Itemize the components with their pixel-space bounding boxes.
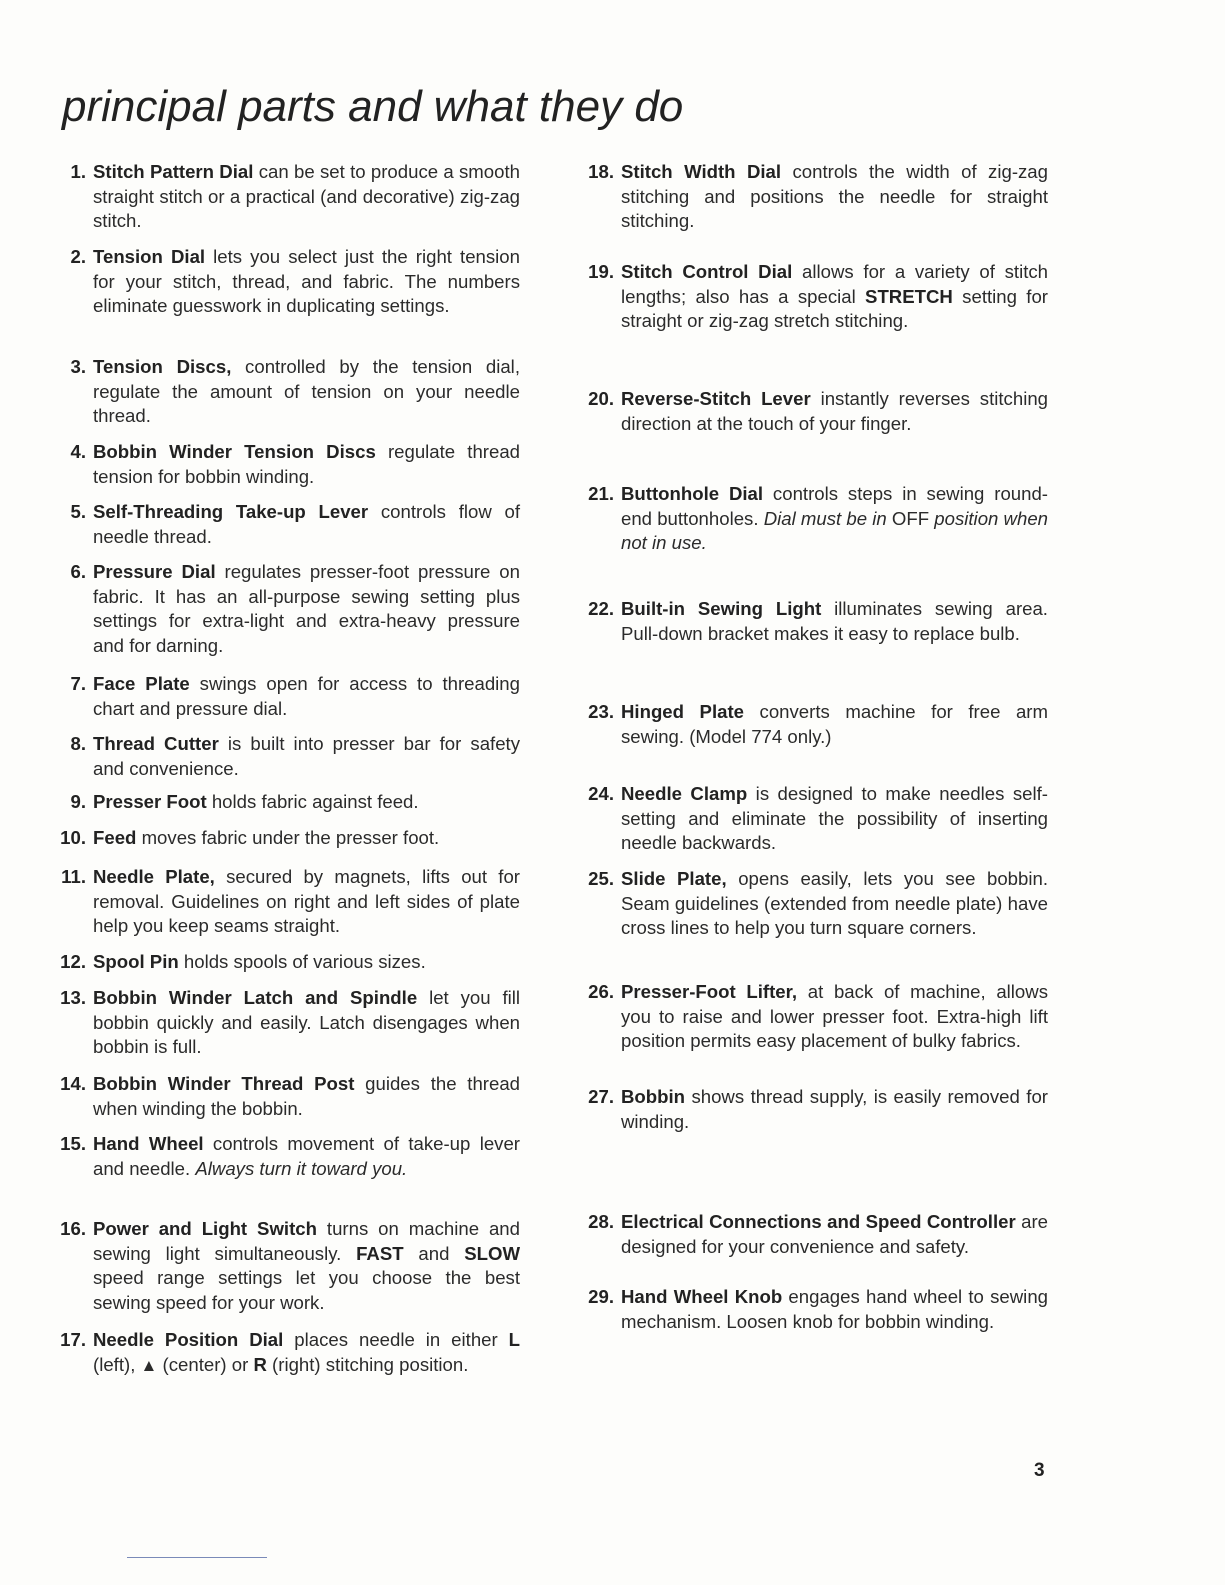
list-item [50, 986, 520, 1060]
list-item [50, 245, 520, 319]
description-text: allows for a variety of stitch lengths; also has a special [621, 261, 1048, 307]
item-number: 16. [60, 1218, 86, 1239]
list-item [578, 700, 1048, 749]
item-description [621, 980, 1048, 1054]
part-name: Thread Cutter [93, 733, 219, 754]
description-text: controls flow of needle thread. [93, 501, 520, 547]
item-number: 14. [60, 1073, 86, 1094]
item-description [93, 732, 520, 781]
description-text: converts machine for free arm sewing. (Model 774 only.) [621, 701, 1048, 747]
page-number: 3 [1034, 1460, 1045, 1481]
part-name: Tension Discs, [93, 356, 232, 377]
item-number: 10. [60, 827, 86, 848]
item-number: 8. [70, 733, 86, 754]
item-number: 3. [70, 356, 86, 377]
bold-setting-label: SLOW [464, 1242, 520, 1264]
part-name: Built-in Sewing Light [621, 598, 822, 619]
part-name: Hinged Plate [621, 701, 744, 722]
part-name: Reverse-Stitch Lever [621, 388, 811, 409]
description-text: at back of machine, allows you to raise and lower presser foot. Extra-high lift position permits easy placement of bulky fabrics. [621, 981, 1048, 1051]
description-text: holds spools of various sizes. [178, 951, 426, 972]
center-position-icon: ▲ [140, 1355, 158, 1375]
list-item [50, 440, 520, 489]
item-number: 28. [588, 1211, 614, 1232]
part-name: Hand Wheel Knob [621, 1286, 783, 1307]
description-text: controlled by the tension dial, regulate the amount of tension on your needle thread. [93, 356, 520, 426]
list-item [578, 1285, 1048, 1334]
item-description [93, 1132, 520, 1181]
description-text: setting for straight or zig-zag stretch stitching. [621, 285, 1048, 331]
item-number: 29. [588, 1286, 614, 1307]
item-description [621, 597, 1048, 646]
item-number: 4. [70, 441, 86, 462]
part-name: Slide Plate, [621, 868, 727, 889]
part-name: Bobbin Winder Thread Post [93, 1073, 355, 1094]
item-description [93, 1072, 520, 1121]
item-number: 5. [70, 501, 86, 522]
description-text: controls the width of zig-zag stitching and positions the needle for straight stitching. [621, 161, 1048, 231]
footer-rule [127, 1557, 267, 1558]
item-number: 13. [60, 987, 86, 1008]
item-description [93, 560, 520, 658]
emphasis-text: position when not in use. [621, 507, 1049, 553]
list-item [50, 560, 520, 658]
description-text: secured by magnets, lifts out for removal. Guidelines on right and left sides of plate help you keep seams straight. [93, 866, 520, 936]
item-description [93, 1217, 520, 1315]
list-item [50, 160, 520, 234]
part-name: Self-Threading Take-up Lever [93, 501, 369, 522]
bold-setting-label: L [508, 1329, 521, 1350]
description-text: regulate thread tension for bobbin winding. [93, 441, 521, 487]
item-description [621, 1085, 1048, 1134]
list-item [578, 482, 1048, 556]
list-item [578, 1210, 1048, 1259]
item-description [621, 782, 1048, 856]
item-number: 20. [588, 388, 614, 409]
list-item [50, 732, 520, 781]
description-text: OFF [886, 507, 935, 529]
item-description [93, 500, 520, 549]
list-item [578, 160, 1048, 234]
item-description [93, 826, 520, 851]
item-description [93, 672, 520, 721]
description-text: illuminates sewing area. Pull-down bracket makes it easy to replace bulb. [621, 598, 1048, 644]
part-name: Tension Dial [93, 246, 206, 267]
item-number: 27. [588, 1086, 614, 1107]
list-item [578, 980, 1048, 1054]
item-description [621, 260, 1048, 334]
list-item [50, 1072, 520, 1121]
description-text: opens easily, lets you see bobbin. Seam guidelines (extended from needle plate) have cross lines to help you turn square corners. [621, 868, 1048, 938]
part-name: Presser Foot [93, 791, 207, 812]
list-item [50, 1328, 520, 1378]
item-description [93, 245, 520, 319]
part-name: Power and Light Switch [93, 1218, 317, 1239]
item-description [93, 950, 520, 975]
description-text: is built into presser bar for safety and convenience. [93, 733, 521, 779]
bold-setting-label: STRETCH [865, 285, 953, 307]
item-description [621, 1210, 1048, 1259]
description-text: are designed for your convenience and safety. [621, 1211, 1048, 1257]
item-description [93, 440, 520, 489]
part-name: Needle Clamp [621, 783, 748, 804]
item-description [93, 986, 520, 1060]
description-text: controls steps in sewing round-end buttonholes. [621, 483, 1049, 529]
item-description [621, 387, 1048, 436]
part-name: Face Plate [93, 673, 190, 694]
item-description [621, 482, 1048, 556]
item-number: 22. [588, 598, 614, 619]
part-name: Stitch Width Dial [621, 161, 782, 182]
item-description [621, 1285, 1048, 1334]
description-text: turns on machine and sewing light simultaneously. [93, 1218, 520, 1264]
item-number: 23. [588, 701, 614, 722]
part-name: Hand Wheel [93, 1133, 204, 1154]
list-item [578, 1085, 1048, 1134]
part-name: Bobbin [621, 1086, 686, 1107]
list-item [50, 1132, 520, 1181]
part-name: Stitch Pattern Dial [93, 161, 254, 182]
list-item [578, 867, 1048, 941]
part-name: Stitch Control Dial [621, 261, 793, 282]
description-text: (right) stitching position. [266, 1353, 469, 1375]
description-text: can be set to produce a smooth straight stitch or a practical (and decorative) zig-zag stitch. [93, 161, 520, 231]
list-item [50, 950, 520, 975]
item-number: 1. [70, 161, 86, 182]
list-item [50, 790, 520, 815]
item-number: 15. [60, 1133, 86, 1154]
description-text: guides the thread when winding the bobbin. [93, 1073, 521, 1119]
description-text: lets you select just the right tension for your stitch, thread, and fabric. The numbers eliminate guesswork in duplicating settings. [93, 246, 520, 316]
item-number: 26. [588, 981, 614, 1002]
description-text: engages hand wheel to sewing mechanism. Loosen knob for bobbin winding. [621, 1286, 1048, 1332]
list-item [578, 782, 1048, 856]
list-item [50, 865, 520, 939]
item-number: 21. [588, 483, 614, 504]
description-text: holds fabric against feed. [206, 791, 419, 812]
item-number: 25. [588, 868, 614, 889]
part-name: Feed [93, 827, 137, 848]
item-number: 12. [60, 951, 86, 972]
item-description [93, 160, 520, 234]
description-text: is designed to make needles self-setting and eliminate the possibility of inserting needle backwards. [621, 783, 1049, 853]
item-number: 19. [588, 261, 614, 282]
item-number: 18. [588, 161, 614, 182]
item-description [93, 790, 520, 815]
description-text: swings open for access to threading chart and pressure dial. [93, 673, 520, 719]
item-number: 9. [70, 791, 86, 812]
description-text: speed range settings let you choose the best sewing speed for your work. [93, 1267, 520, 1313]
description-text: and [403, 1242, 465, 1264]
item-number: 11. [61, 866, 86, 887]
description-text: shows thread supply, is easily removed for winding. [621, 1086, 1048, 1132]
list-item [50, 826, 520, 851]
item-number: 7. [70, 673, 86, 694]
list-item [50, 672, 520, 721]
part-name: Bobbin Winder Tension Discs [93, 441, 376, 462]
list-item [50, 1217, 520, 1315]
description-text: places needle in either [283, 1329, 509, 1350]
item-number: 6. [70, 561, 86, 582]
item-number: 2. [70, 246, 86, 267]
item-description [93, 865, 520, 939]
description-text: instantly reverses stitching direction at the touch of your finger. [621, 388, 1049, 434]
description-text: controls movement of take-up lever and needle. [93, 1133, 520, 1179]
item-number: 24. [588, 783, 614, 804]
description-text: (left), [93, 1353, 141, 1375]
list-item [50, 355, 520, 429]
description-text: regulates presser-foot pressure on fabric. It has an all-purpose sewing setting plus settings for extra-light and extra-heavy pressure and for darning. [93, 561, 520, 656]
description-text: (center) or [157, 1353, 254, 1375]
part-name: Pressure Dial [93, 561, 216, 582]
list-item [578, 260, 1048, 334]
item-description [621, 867, 1048, 941]
list-item [578, 387, 1048, 436]
part-name: Needle Plate, [93, 866, 215, 887]
bold-setting-label: FAST [356, 1242, 404, 1264]
item-description [93, 355, 520, 429]
part-name: Buttonhole Dial [621, 483, 764, 504]
item-description [621, 160, 1048, 234]
emphasis-text: Always turn it toward you. [195, 1157, 408, 1179]
part-name: Spool Pin [93, 951, 179, 972]
bold-setting-label: R [253, 1353, 267, 1375]
emphasis-text: Dial must be in [763, 507, 887, 529]
item-description [621, 700, 1048, 749]
part-name: Presser-Foot Lifter, [621, 981, 798, 1002]
part-name: Bobbin Winder Latch and Spindle [93, 987, 418, 1008]
description-text: let you fill bobbin quickly and easily. Latch disengages when bobbin is full. [93, 987, 520, 1057]
page-title: principal parts and what they do [62, 82, 684, 131]
list-item [50, 500, 520, 549]
part-name: Needle Position Dial [93, 1329, 284, 1350]
part-name: Electrical Connections and Speed Controller [621, 1211, 1016, 1232]
item-number: 17. [60, 1329, 86, 1350]
description-text: moves fabric under the presser foot. [136, 827, 440, 848]
item-description [93, 1328, 520, 1378]
list-item [578, 597, 1048, 646]
